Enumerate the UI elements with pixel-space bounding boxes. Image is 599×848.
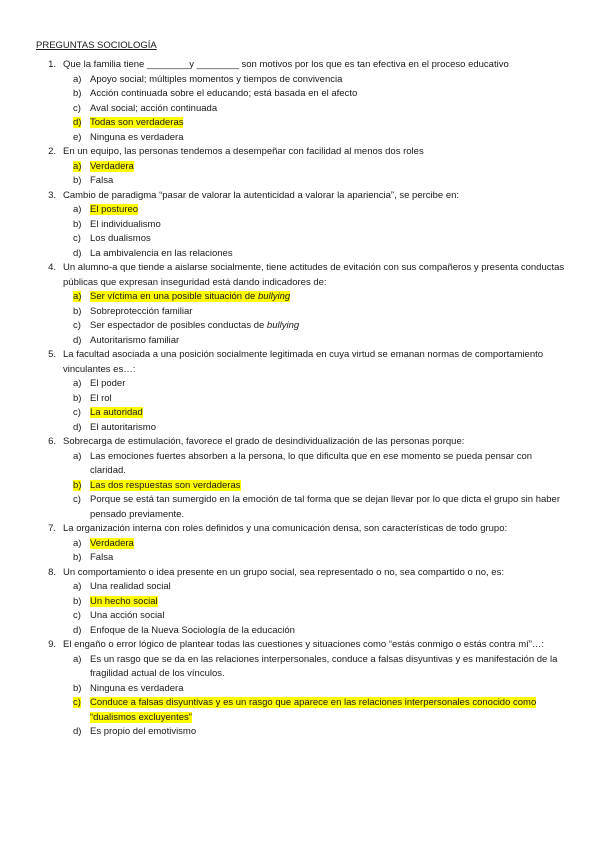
question-3 [36,189,566,262]
question-text: La facultad asociada a una posición socialmente legitimada en cuya virtud se emanan normas de comportamiento vinculantes es…: [63,349,544,375]
option-text [90,102,566,117]
option-text-label [90,117,183,128]
option-letter-label: d) [73,421,82,433]
option-letter [73,450,90,479]
option-letter-label: b) [73,392,82,404]
option-text-main: Ser espectador de posibles conductas de [90,320,267,331]
question-1 [36,58,566,145]
answer-option [36,537,566,552]
answer-option [36,609,566,624]
option-letter [73,653,90,682]
option-text-label [90,132,183,143]
option-text-label [90,494,560,520]
option-text-label [90,422,156,433]
option-text-label [90,378,125,389]
option-letter-label: a) [73,378,82,389]
answer-option [36,334,566,349]
option-letter [73,537,90,552]
question-text: Que la familia tiene ________y ________ son motivos por los que es tan efectiva en el proceso educativo [63,59,509,70]
option-text [90,131,566,146]
option-letter [73,696,90,725]
answer-option [36,160,566,175]
answer-option [36,87,566,102]
option-text [90,537,566,552]
option-text-label [90,248,233,259]
option-letter-label: c) [73,102,81,114]
question-text: Un alumno-a que tiende a aislarse socialmente, tiene actitudes de evitación con sus compañeros y presenta conductas públicas que expresan inseguridad está dando indicadores de: [63,262,565,288]
question-stem [36,348,566,377]
option-text-main: Las emociones fuertes absorben a la persona, lo que dificulta que en ese momento se pueda pensar con claridad. [90,450,533,476]
option-letter-label: d) [73,334,82,346]
option-text [90,595,566,610]
option-letter-label: e) [73,131,82,143]
option-text [90,682,566,697]
question-number: 5. [48,349,56,360]
answer-option [36,218,566,233]
option-letter [73,624,90,639]
option-text [90,479,566,494]
option-text [90,377,566,392]
option-letter-label: b) [73,88,82,99]
question-number: 7. [48,523,56,534]
option-letter-label: a) [73,291,82,302]
option-letter [73,493,90,522]
option-text-label [90,219,161,230]
answer-option [36,247,566,262]
question-number: 9. [48,639,56,650]
option-text [90,73,566,88]
option-letter-label: a) [73,581,82,592]
option-letter [73,218,90,233]
option-text-label [90,204,138,215]
option-letter [73,319,90,334]
option-letter-label: c) [73,697,81,708]
option-text-main: La ambivalencia en las relaciones [90,247,233,259]
option-letter-label: c) [73,494,81,505]
option-letter [73,377,90,392]
option-letter-label: d) [73,247,82,259]
option-text-main: Falsa [90,175,114,186]
option-text-label [90,596,158,607]
option-text [90,203,566,218]
option-letter-label: c) [73,407,81,418]
option-text-label [90,610,164,621]
answer-option [36,696,566,725]
question-text: Cambio de paradigma “pasar de valorar la autenticidad a valorar la apariencia”, se percibe en: [63,189,460,201]
answer-option [36,102,566,117]
answer-option [36,305,566,320]
answer-option [36,377,566,392]
question-2 [36,145,566,189]
answer-option [36,595,566,610]
option-text [90,334,566,349]
option-text-label [90,407,143,418]
option-text [90,319,566,334]
option-text-main: El poder [90,378,126,389]
option-text-main: Conduce a falsas disyuntivas y es un rasgo que aparece en las relaciones interpersonales conocido como “dualismos excluyentes” [90,697,537,723]
option-letter [73,392,90,407]
answer-option [36,725,566,740]
option-text-main: La autoridad [90,407,143,418]
option-letter [73,87,90,102]
answer-option [36,406,566,421]
question-stem [36,638,566,653]
option-text-label [90,480,241,491]
option-letter [73,102,90,117]
option-letter [73,725,90,740]
option-letter [73,174,90,189]
option-letter-label: a) [73,160,82,172]
option-letter-label: c) [73,233,81,244]
option-text-label [90,393,112,404]
answer-option [36,551,566,566]
option-text-main: El individualismo [90,218,161,230]
option-letter [73,203,90,218]
option-letter [73,421,90,436]
option-text-label [90,625,295,636]
question-text: Un comportamiento o idea presente en un grupo social, sea representado o no, sea compartido o no, es: [63,566,504,578]
option-text [90,232,566,247]
option-text [90,305,566,320]
option-text-main: Porque se está tan sumergido en la emoción de tal forma que se dejan llevar por lo que dicta el grupo sin haber pensado previamente. [90,494,561,520]
option-text [90,450,566,479]
question-text: Sobrecarga de estimulación, favorece el grado de desindividualización de las personas porque: [63,436,465,447]
option-text-label [90,683,183,694]
question-stem [36,145,566,160]
option-letter-label: b) [73,682,82,694]
option-text [90,551,566,566]
page-title: PREGUNTAS SOCIOLOGÍA [36,40,157,51]
option-text-label [90,726,196,737]
option-text [90,493,566,522]
option-text-label [90,306,192,317]
option-text-label [90,161,134,172]
option-text-label [90,552,113,563]
question-9 [36,638,566,740]
answer-option [36,624,566,639]
option-letter [73,479,90,494]
question-stem [36,58,566,73]
option-text-label [90,103,217,114]
option-text-main: Aval social; acción continuada [90,102,218,114]
option-text-label [90,233,151,244]
option-letter-label: d) [73,624,82,636]
question-stem [36,522,566,537]
option-letter-label: b) [73,218,82,230]
option-text [90,406,566,421]
option-text-label [90,320,299,331]
question-number: 6. [48,436,56,447]
answer-option [36,682,566,697]
option-text [90,116,566,131]
answer-option [36,73,566,88]
question-text: En un equipo, las personas tendemos a desempeñar con facilidad al menos dos roles [63,146,424,157]
option-text [90,290,566,305]
question-stem [36,566,566,581]
option-text-italic: bullying [257,291,291,302]
option-letter [73,551,90,566]
option-text-main: El autoritarismo [90,421,156,433]
option-letter [73,682,90,697]
question-5 [36,348,566,435]
option-text-label [90,538,134,549]
question-number: 1. [48,59,56,70]
option-letter-label: c) [73,610,81,621]
answer-option [36,421,566,436]
option-letter-label: a) [73,537,82,549]
option-letter [73,609,90,624]
option-letter-label: a) [73,653,82,665]
option-text-main: Todas son verdaderas [90,117,184,128]
option-text [90,392,566,407]
option-letter-label: b) [73,595,82,607]
option-text [90,653,566,682]
answer-option [36,319,566,334]
option-letter-label: a) [73,450,82,462]
option-text [90,218,566,233]
option-text-main: Verdadera [90,537,134,549]
answer-option [36,290,566,305]
option-letter [73,232,90,247]
option-text [90,696,566,725]
option-text-label [90,88,357,99]
option-letter-label: b) [73,552,82,563]
option-text [90,174,566,189]
answer-option [36,203,566,218]
option-text-main: Verdadera [90,160,134,172]
option-text-main: Acción continuada sobre el educando; está basada en el afecto [90,88,358,99]
option-text-italic: bullying [266,320,300,331]
option-text-main: Enfoque de la Nueva Sociología de la educación [90,624,295,636]
question-list [36,58,566,740]
option-text-main: Autoritarismo familiar [90,334,180,346]
option-text-main: El rol [90,392,112,404]
question-stem [36,189,566,204]
option-text-label [90,175,113,186]
option-text-main: Una realidad social [90,581,171,592]
answer-option [36,116,566,131]
option-text [90,624,566,639]
question-stem [36,435,566,450]
answer-option [36,174,566,189]
option-letter [73,334,90,349]
option-text [90,421,566,436]
option-letter-label: a) [73,204,82,215]
question-7 [36,522,566,566]
answer-option [36,450,566,479]
option-letter [73,73,90,88]
option-text-label [90,291,290,302]
option-text-label [90,74,342,85]
option-text-main: Es un rasgo que se da en las relaciones interpersonales, conduce a falsas disyuntivas y es manifestación de la fragilidad actual de los vínculos. [90,653,558,679]
option-text-main: Ninguna es verdadera [90,131,184,143]
question-number: 4. [48,262,56,273]
option-text [90,247,566,262]
option-text-main: Los dualismos [90,233,151,244]
option-text-main: Apoyo social; múltiples momentos y tiempos de convivencia [90,73,343,85]
question-text: La organización interna con roles definidos y una comunicación densa, son características de todo grupo: [63,523,508,534]
option-text-main: Ninguna es verdadera [90,682,184,694]
option-letter [73,116,90,131]
question-stem [36,261,566,290]
question-6 [36,435,566,522]
option-letter [73,131,90,146]
option-text-label [90,697,536,723]
option-letter-label: b) [73,175,82,186]
option-letter-label: c) [73,320,81,331]
option-letter [73,247,90,262]
answer-option [36,580,566,595]
answer-option [36,493,566,522]
answer-option [36,653,566,682]
option-letter [73,595,90,610]
option-letter-label: d) [73,117,82,128]
question-text: El engaño o error lógico de plantear todas las cuestiones y situaciones como “estás conmigo o estás contra mí”…: [63,639,545,650]
answer-option [36,232,566,247]
answer-option [36,392,566,407]
option-letter-label: d) [73,726,82,737]
question-number: 8. [48,566,56,578]
option-text-main: El postureo [90,204,139,215]
option-text [90,160,566,175]
option-letter [73,580,90,595]
option-text-label [90,581,171,592]
option-text-main: Falsa [90,552,114,563]
answer-option [36,479,566,494]
option-text-label [90,335,179,346]
question-number: 2. [48,146,56,157]
question-8 [36,566,566,639]
option-text-main: Un hecho social [90,595,158,607]
option-text-main: Una acción social [90,610,165,621]
option-letter [73,406,90,421]
answer-option [36,131,566,146]
option-text-main: Es propio del emotivismo [90,726,197,737]
option-letter-label: b) [73,479,82,491]
option-text-main: Las dos respuestas son verdaderas [90,479,241,491]
option-text-label [90,654,557,680]
option-text [90,87,566,102]
option-letter-label: b) [73,305,82,317]
option-letter [73,305,90,320]
option-letter-label: a) [73,73,82,85]
option-text [90,609,566,624]
question-number: 3. [48,189,56,201]
option-text-main: Ser víctima en una posible situación de [90,291,258,302]
option-text-label [90,451,532,477]
option-text-main: Sobreprotección familiar [90,305,193,317]
option-text [90,725,566,740]
option-text [90,580,566,595]
option-letter [73,290,90,305]
option-letter [73,160,90,175]
question-4 [36,261,566,348]
